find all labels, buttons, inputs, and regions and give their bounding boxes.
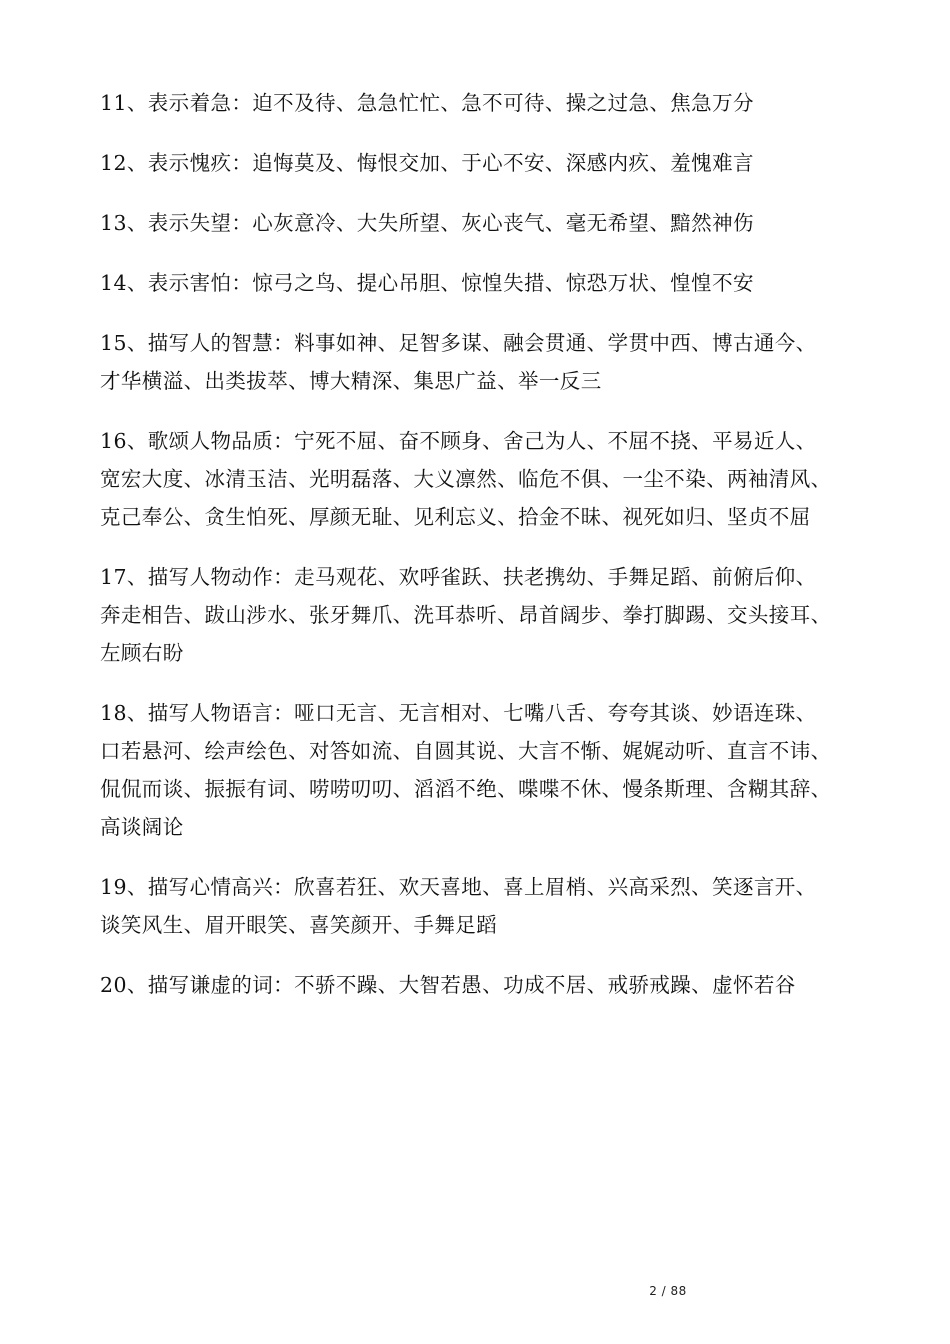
list-item	[100, 204, 875, 242]
text-line: 15、描写人的智慧：料事如神、足智多谋、融会贯通、学贯中西、博古通今、	[100, 331, 817, 355]
text-line: 16、歌颂人物品质：宁死不屈、奋不顾身、舍己为人、不屈不挠、平易近人、	[100, 429, 817, 453]
list-item	[100, 84, 875, 122]
page-number: 2 / 88	[649, 1284, 687, 1298]
text-line: 左顾右盼	[100, 641, 184, 665]
list-item	[100, 868, 875, 944]
list-item	[100, 324, 875, 400]
list-item	[100, 558, 875, 672]
list-item	[100, 264, 875, 302]
list-item	[100, 422, 875, 536]
document-body	[100, 84, 875, 1026]
text-line: 11、表示着急：迫不及待、急急忙忙、急不可待、操之过急、焦急万分	[100, 91, 754, 115]
text-line: 克己奉公、贪生怕死、厚颜无耻、见利忘义、拾金不昧、视死如归、坚贞不屈	[100, 505, 811, 529]
list-item	[100, 144, 875, 182]
list-item	[100, 966, 875, 1004]
text-line: 19、描写心情高兴：欣喜若狂、欢天喜地、喜上眉梢、兴高采烈、笑逐言开、	[100, 875, 817, 899]
text-line: 口若悬河、绘声绘色、对答如流、自圆其说、大言不惭、娓娓动听、直言不讳、	[100, 739, 832, 763]
list-item	[100, 694, 875, 846]
text-line: 宽宏大度、冰清玉洁、光明磊落、大义凛然、临危不俱、一尘不染、两袖清风、	[100, 467, 832, 491]
text-line: 14、表示害怕：惊弓之鸟、提心吊胆、惊惶失措、惊恐万状、惶惶不安	[100, 271, 754, 295]
text-line: 12、表示愧疚：追悔莫及、悔恨交加、于心不安、深感内疚、羞愧难言	[100, 151, 754, 175]
text-line: 才华横溢、出类拔萃、博大精深、集思广益、举一反三	[100, 369, 602, 393]
text-line: 奔走相告、跋山涉水、张牙舞爪、洗耳恭听、昂首阔步、拳打脚踢、交头接耳、	[100, 603, 832, 627]
text-line: 侃侃而谈、振振有词、唠唠叨叨、滔滔不绝、喋喋不休、慢条斯理、含糊其辞、	[100, 777, 832, 801]
text-line: 谈笑风生、眉开眼笑、喜笑颜开、手舞足蹈	[100, 913, 498, 937]
text-line: 17、描写人物动作：走马观花、欢呼雀跃、扶老携幼、手舞足蹈、前俯后仰、	[100, 565, 817, 589]
text-line: 18、描写人物语言：哑口无言、无言相对、七嘴八舌、夸夸其谈、妙语连珠、	[100, 701, 817, 725]
text-line: 13、表示失望：心灰意冷、大失所望、灰心丧气、毫无希望、黯然神伤	[100, 211, 754, 235]
text-line: 20、描写谦虚的词：不骄不躁、大智若愚、功成不居、戒骄戒躁、虚怀若谷	[100, 973, 796, 997]
text-line: 高谈阔论	[100, 815, 184, 839]
